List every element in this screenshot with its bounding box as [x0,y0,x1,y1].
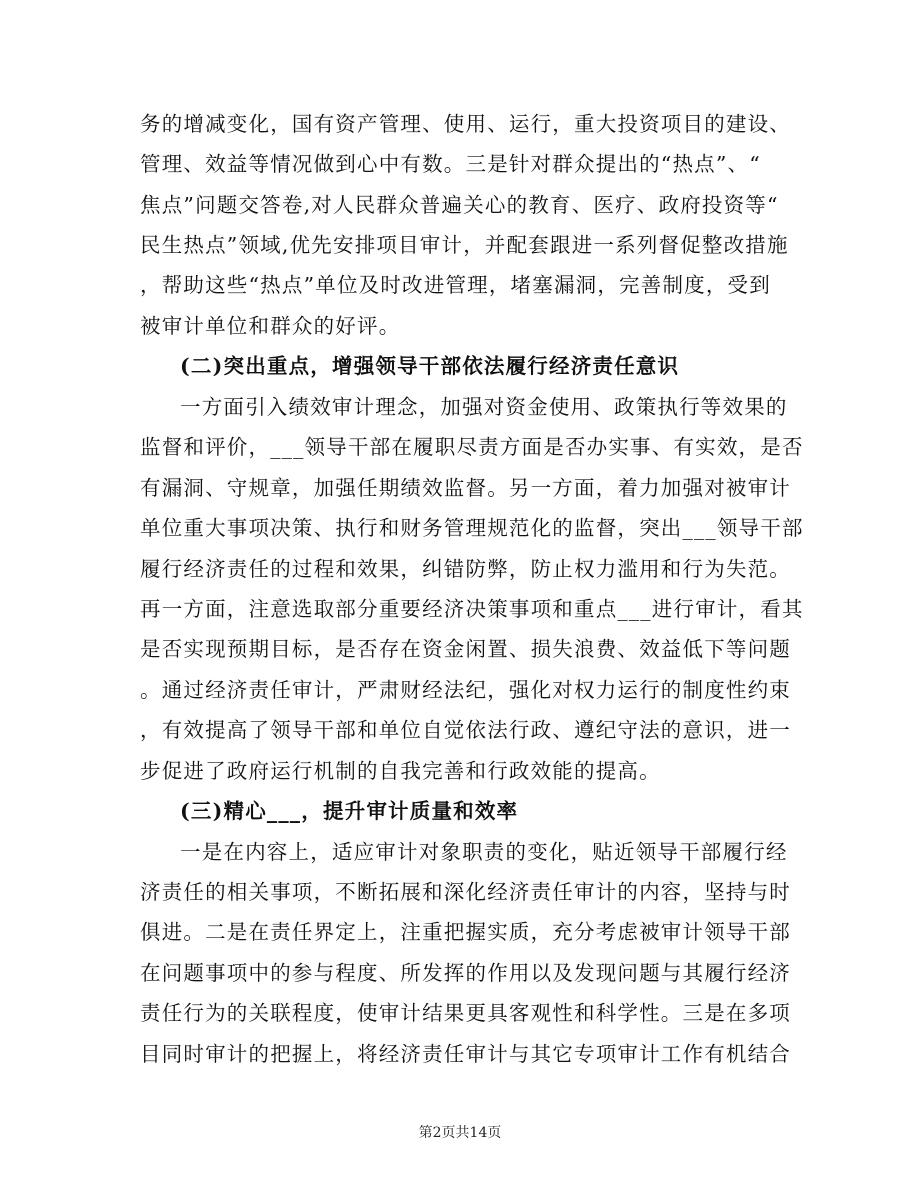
paragraph-line: 民生热点”领域,优先安排项目审计，并配套跟进一系列督促整改措施 [140,233,789,257]
paragraph-line: 务的增减变化，国有资产管理、使用、运行，重大投资项目的建设、 [140,112,791,136]
paragraph-line: 济责任的相关事项，不断拓展和深化经济责任审计的内容，坚持与时 [140,880,791,904]
paragraph-line: 管理、效益等情况做到心中有数。三是针对群众提出的“热点”、“ [140,152,761,176]
paragraph-line: 焦点”问题交答卷,对人民群众普遍关心的教育、医疗、政府投资等“ [140,193,779,217]
paragraph-line: 目同时审计的把握上，将经济责任审计与其它专项审计工作有机结合 [140,1042,791,1066]
paragraph-line: 在问题事项中的参与程度、所发挥的作用以及发现问题与其履行经济 [140,961,791,985]
page-number-footer: 第2页共14页 [418,1125,502,1141]
paragraph-line: 监督和评价，___领导干部在履职尽责方面是否办实事、有实效，是否 [140,435,804,459]
paragraph-line: 责任行为的关联程度，使审计结果更具客观性和科学性。三是在多项 [140,1001,791,1025]
paragraph-line: 步促进了政府运行机制的自我完善和行政效能的提高。 [140,759,661,783]
paragraph-line: 单位重大事项决策、执行和财务管理规范化的监督，突出___领导干部 [140,516,804,540]
paragraph-line: 一是在内容上，适应审计对象职责的变化，贴近领导干部履行经 [180,840,788,864]
paragraph-line: 有漏洞、守规章，加强任期绩效监督。另一方面，着力加强对被审计 [140,476,791,500]
paragraph-line: ，有效提高了领导干部和单位自觉依法行政、遵纪守法的意识，进一 [140,718,791,742]
paragraph-line: 一方面引入绩效审计理念，加强对资金使用、政策执行等效果的 [180,395,788,419]
paragraph-line: 再一方面，注意选取部分重要经济决策事项和重点___进行审计，看其 [140,597,804,621]
paragraph-line: 被审计单位和群众的好评。 [140,314,401,338]
paragraph-line: 。通过经济责任审计，严肃财经法纪，强化对权力运行的制度性约束 [140,678,791,702]
paragraph-line: 履行经济责任的过程和效果，纠错防弊，防止权力滥用和行为失范。 [140,557,791,581]
section-heading-three: (三)精心___，提升审计质量和效率 [180,799,519,823]
paragraph-line: ，帮助这些“热点”单位及时改进管理，堵塞漏洞，完善制度，受到 [140,273,771,297]
paragraph-line: 是否实现预期目标，是否存在资金闲置、损失浪费、效益低下等问题 [140,637,791,661]
paragraph-line: 俱进。二是在责任界定上，注重把握实质，充分考虑被审计领导干部 [140,920,791,944]
section-heading-two: (二)突出重点，增强领导干部依法履行经济责任意识 [180,354,680,378]
